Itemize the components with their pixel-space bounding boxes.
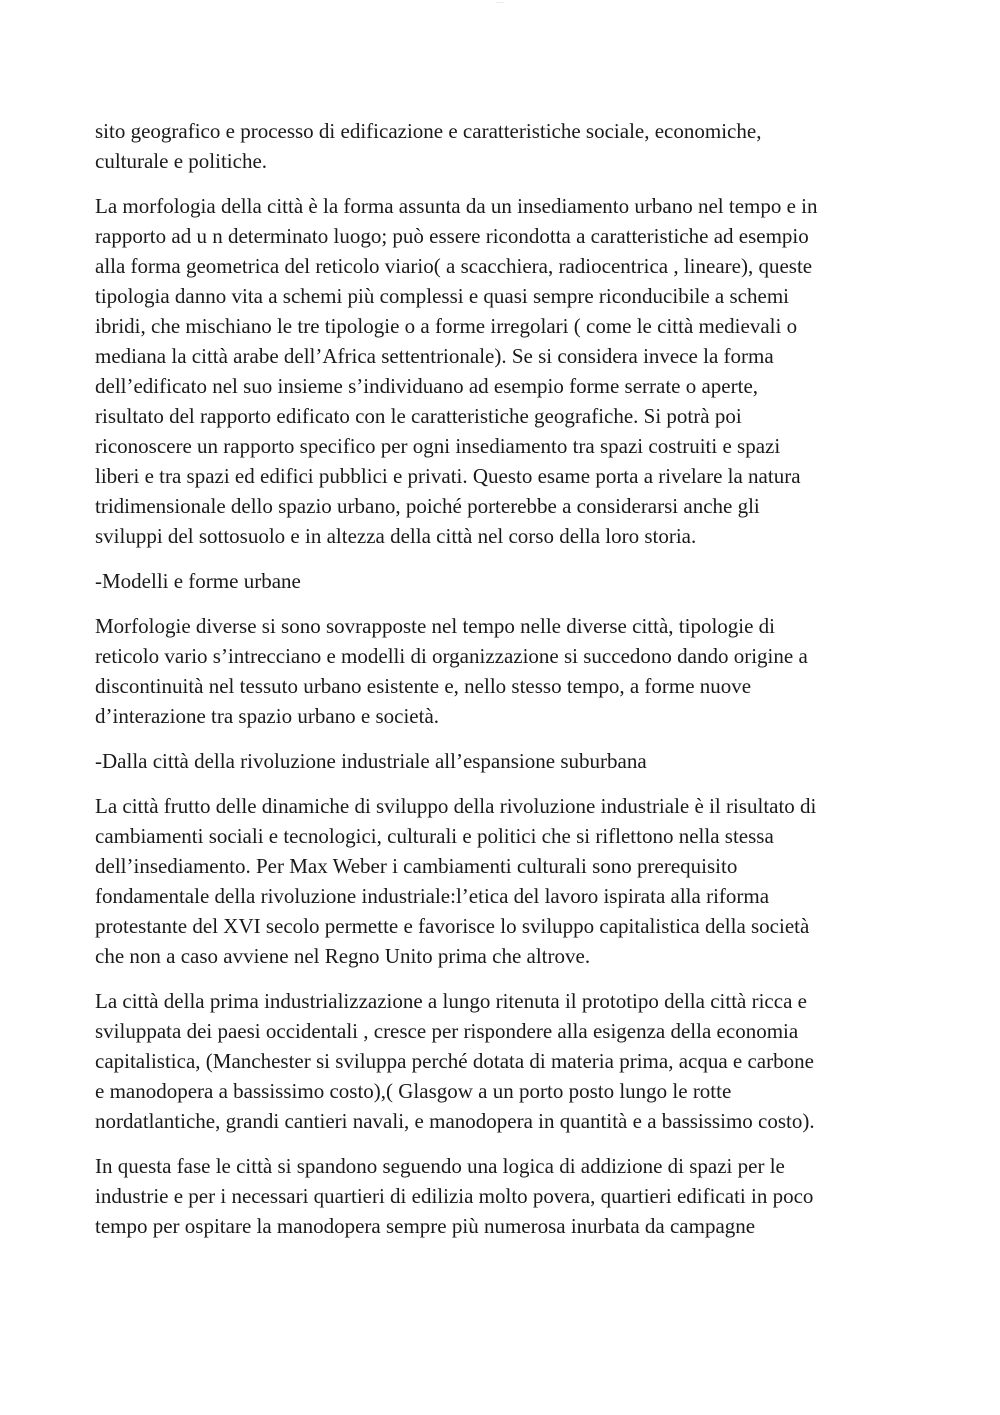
paragraph	[95, 986, 915, 1136]
text-line: d’interazione tra spazio urbano e società.	[95, 704, 440, 728]
paragraph	[95, 116, 915, 176]
text-line: tridimensionale dello spazio urbano, poiché porterebbe a considerarsi anche gli	[95, 494, 760, 518]
text-line: culturale e politiche.	[95, 149, 268, 173]
text-line: industrie e per i necessari quartieri di edilizia molto povera, quartieri edificati in poco	[95, 1184, 814, 1208]
text-line: nordatlantiche, grandi cantieri navali, e manodopera in quantità e a bassissimo costo).	[95, 1109, 815, 1133]
text-line: mediana la città arabe dell’Africa settentrionale). Se si considera invece la forma	[95, 344, 774, 368]
text-line: riconoscere un rapporto specifico per ogni insediamento tra spazi costruiti e spazi	[95, 434, 781, 458]
text-line: cambiamenti sociali e tecnologici, culturali e politici che si riflettono nella stessa	[95, 824, 774, 848]
text-line: dell’insediamento. Per Max Weber i cambiamenti culturali sono prerequisito	[95, 854, 738, 878]
section-heading	[95, 746, 915, 776]
page-header-mark: ——	[496, 0, 504, 5]
text-line: tipologia danno vita a schemi più complessi e quasi sempre riconducibile a schemi	[95, 284, 789, 308]
document-body	[95, 116, 915, 1256]
paragraph	[95, 611, 915, 731]
text-line: Morfologie diverse si sono sovrapposte nel tempo nelle diverse città, tipologie di	[95, 614, 776, 638]
text-line: La città frutto delle dinamiche di sviluppo della rivoluzione industriale è il risultato di	[95, 794, 817, 818]
text-line: rapporto ad u n determinato luogo; può essere ricondotta a caratteristiche ad esempio	[95, 224, 809, 248]
text-line: sito geografico e processo di edificazione e caratteristiche sociale, economiche,	[95, 119, 762, 143]
text-line: dell’edificato nel suo insieme s’individuano ad esempio forme serrate o aperte,	[95, 374, 759, 398]
text-line: In questa fase le città si spandono seguendo una logica di addizione di spazi per le	[95, 1154, 785, 1178]
text-line: che non a caso avviene nel Regno Unito prima che altrove.	[95, 944, 591, 968]
text-line: ibridi, che mischiano le tre tipologie o a forme irregolari ( come le città medievali o	[95, 314, 798, 338]
text-line: -Modelli e forme urbane	[95, 569, 301, 593]
text-line: -Dalla città della rivoluzione industriale all’espansione suburbana	[95, 749, 647, 773]
text-line: e manodopera a bassissimo costo),( Glasgow a un porto posto lungo le rotte	[95, 1079, 732, 1103]
text-line: reticolo vario s’intrecciano e modelli di organizzazione si succedono dando origine a	[95, 644, 808, 668]
text-line: liberi e tra spazi ed edifici pubblici e privati. Questo esame porta a rivelare la natura	[95, 464, 801, 488]
text-line: sviluppi del sottosuolo e in altezza della città nel corso della loro storia.	[95, 524, 697, 548]
text-line: sviluppata dei paesi occidentali , cresce per rispondere alla esigenza della economia	[95, 1019, 799, 1043]
paragraph	[95, 191, 915, 551]
text-line: capitalistica, (Manchester si sviluppa perché dotata di materia prima, acqua e carbone	[95, 1049, 814, 1073]
text-line: fondamentale della rivoluzione industriale:l’etica del lavoro ispirata alla riforma	[95, 884, 770, 908]
text-line: tempo per ospitare la manodopera sempre più numerosa inurbata da campagne	[95, 1214, 756, 1238]
text-line: discontinuità nel tessuto urbano esistente e, nello stesso tempo, a forme nuove	[95, 674, 752, 698]
paragraph	[95, 791, 915, 971]
text-line: risultato del rapporto edificato con le caratteristiche geografiche. Si potrà poi	[95, 404, 742, 428]
text-line: protestante del XVI secolo permette e favorisce lo sviluppo capitalistica della società	[95, 914, 810, 938]
text-line: La morfologia della città è la forma assunta da un insediamento urbano nel tempo e in	[95, 194, 818, 218]
section-heading	[95, 566, 915, 596]
text-line: alla forma geometrica del reticolo viario( a scacchiera, radiocentrica , lineare), queste	[95, 254, 813, 278]
text-line: La città della prima industrializzazione a lungo ritenuta il prototipo della città ricca e	[95, 989, 807, 1013]
paragraph	[95, 1151, 915, 1241]
